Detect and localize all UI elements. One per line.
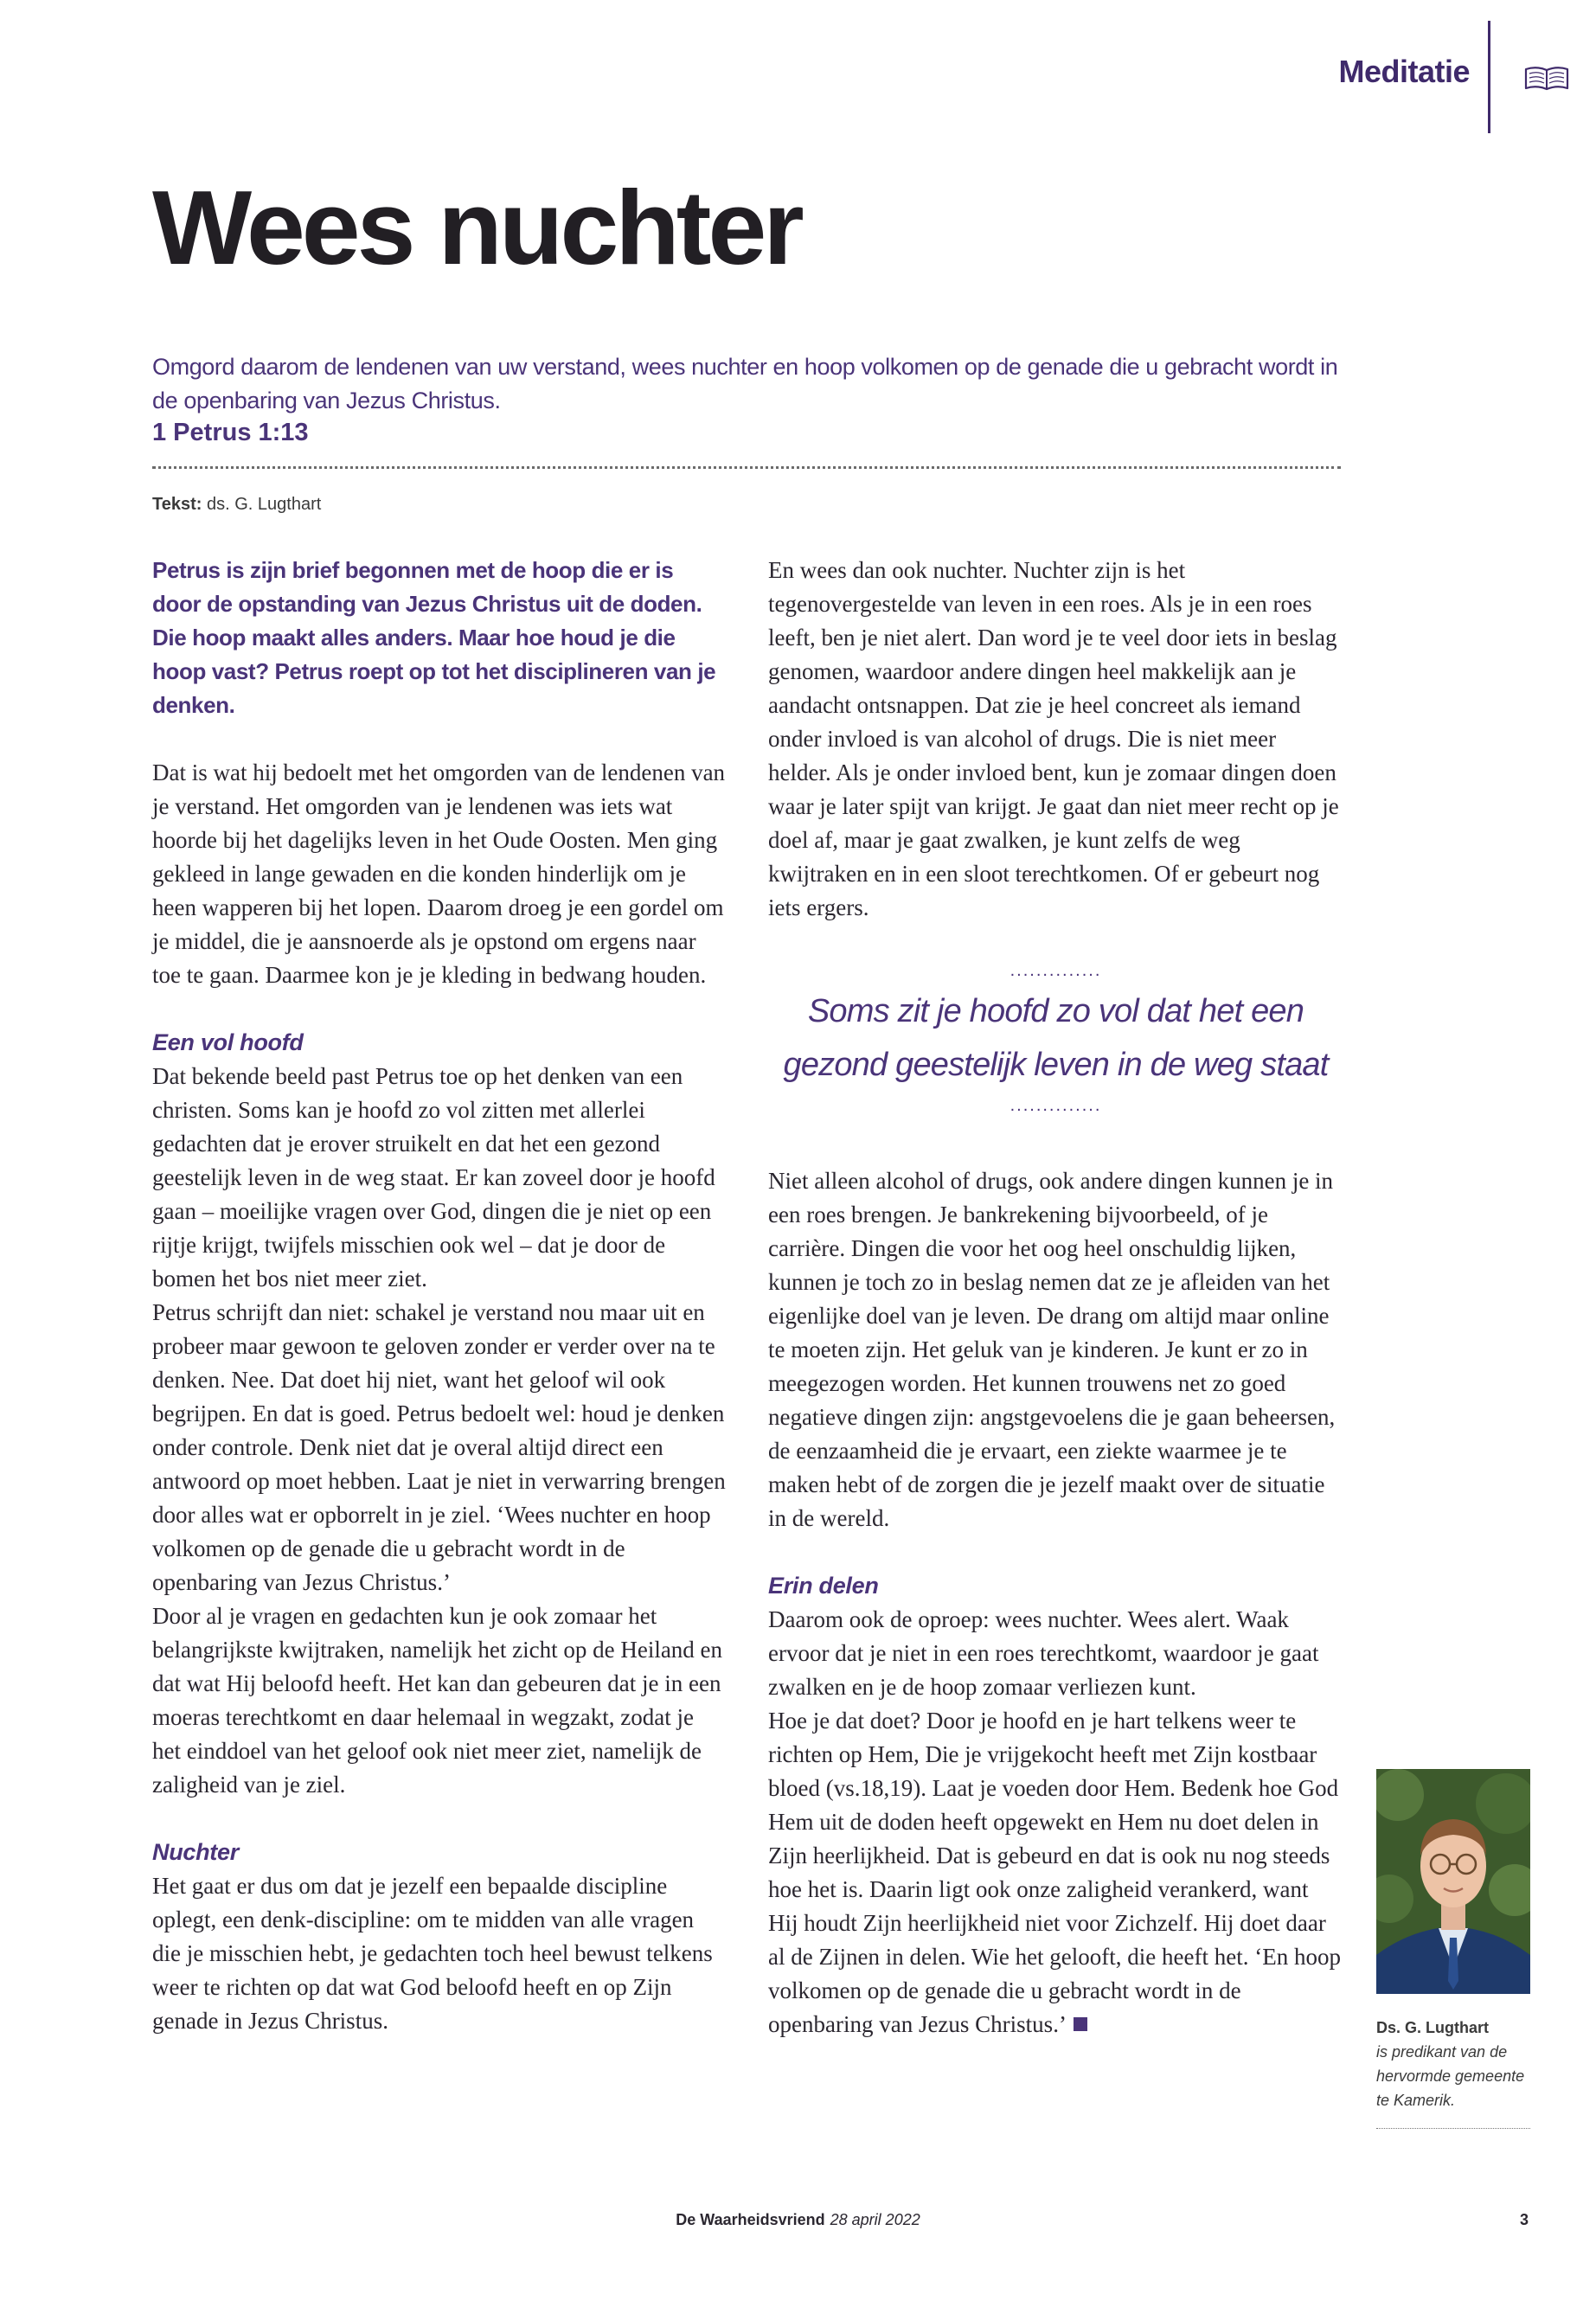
- author-name: ds. G. Lugthart: [206, 495, 322, 514]
- publication-name: De Waarheidsvriend: [676, 2211, 825, 2228]
- dotted-divider: [152, 466, 1341, 469]
- page-footer: [0, 2211, 1596, 2229]
- body-paragraph: [768, 1704, 1343, 2041]
- publication-date: 28 april 2022: [830, 2211, 920, 2228]
- verse-reference: 1 Petrus 1:13: [152, 419, 309, 446]
- pull-quote-line: Soms zit je hoofd zo vol dat het een: [807, 993, 1304, 1029]
- author-photo: [1376, 1769, 1530, 1994]
- subheading: Nuchter: [152, 1839, 239, 1865]
- bible-verse: Omgord daarom de lendenen van uw verstand, wees nuchter en hoop volkomen op de genade die u gebracht wordt in de openbaring van Jezus Christus.: [152, 354, 1338, 413]
- body-paragraph: Dat bekende beeld past Petrus toe op het denken van een christen. Soms kan je hoofd zo vol zitten met allerlei gedachten dat je erover struikelt en dat het een gezond geestelijk leven in de weg staat. Er kan zoveel door je hoofd gaan – moeilijke vragen over God, dingen die je niet op een rijtje krijgt, twijfels misschien ook wel – dat je door de bomen het bos niet meer ziet.: [152, 1063, 715, 1292]
- pull-quote-text: [768, 984, 1343, 1092]
- author-caption: [1376, 2016, 1532, 2112]
- caption-name: Ds. G. Lugthart: [1376, 2019, 1489, 2036]
- author-label: Tekst:: [152, 495, 202, 514]
- lead-paragraph: Petrus is zijn brief begonnen met de hoop die er is door de opstanding van Jezus Christus uit de doden. Die hoop maakt alles anders. Maar hoe houd je die hoop vast? Petrus roept op tot het disciplineren van je denken.: [152, 557, 716, 718]
- body-paragraph: Petrus schrijft dan niet: schakel je verstand nou maar uit en probeer maar gewoon te geloven zonder er verder over na te denken. Nee. Dat doet hij niet, want het geloof wil ook begrijpen. En dat is goed. Petrus bedoelt wel: houd je denken onder controle. Denk niet dat je overal altijd direct een antwoord op moet hebben. Laat je niet in verwarring brengen door alles wat er opborrelt in je ziel. ‘Wees nuchter en hoop volkomen op de genade die u gebracht wordt in de openbaring van Jezus Christus.’: [152, 1299, 726, 1595]
- right-column-top: [768, 554, 1343, 925]
- right-column-bottom: [768, 1164, 1343, 2041]
- pull-quote-dots-bottom: ..............: [1010, 1096, 1102, 1115]
- closing-paragraph-text: Hoe je dat doet? Door je hoofd en je hart telkens weer te richten op Hem, Die je vrijgekocht heeft met Zijn kostbaar bloed (vs.18,19). Laat je voeden door Hem. Bedenk hoe God Hem uit de doden heeft opgewekt en Hem nu doet delen in Zijn heerlijkheid. Dat is gebeurd en dat is ook nu nog steeds hoe het is. Daarin ligt ook onze zaligheid verankerd, want Hij houdt Zijn heerlijkheid niet voor Zichzelf. Hij doet daar al de Zijnen in delen. Wie het gelooft, die heeft het. ‘En hoop volkomen op de genade die u gebracht wordt in de openbaring van Jezus Christus.’: [768, 1708, 1341, 2037]
- caption-divider: [1376, 2128, 1530, 2129]
- end-mark-icon: [1074, 2017, 1087, 2031]
- left-column: [152, 554, 727, 2038]
- pull-quote-line: gezond geestelijk leven in de weg staat: [783, 1047, 1329, 1083]
- article-title: Wees nuchter: [152, 169, 801, 286]
- caption-description: hervormde gemeente: [1376, 2067, 1525, 2085]
- caption-description: te Kamerik.: [1376, 2092, 1456, 2109]
- body-paragraph: Dat is wat hij bedoelt met het omgorden van de lendenen van je verstand. Het omgorden van je lendenen was iets wat hoorde bij het dagelijks leven in het Oude Oosten. Men ging gekleed in lange gewaden en die konden hinderlijk om je heen wapperen bij het lopen. Daarom droeg je een gordel om je middel, die je aansnoerde als je opstond om ergens naar toe te gaan. Daarmee kon je je kleding in bedwang houden.: [152, 760, 726, 988]
- subheading: Erin delen: [768, 1573, 879, 1599]
- section-label: Meditatie: [1338, 54, 1470, 89]
- pull-quote: [768, 962, 1343, 1114]
- subheading: Een vol hoofd: [152, 1029, 304, 1055]
- body-paragraph: En wees dan ook nuchter. Nuchter zijn is het tegenovergestelde van leven in een roes. Als je in een roes leeft, ben je niet alert. Dan word je te veel door iets in beslag genomen, waardoor andere dingen heel makkelijk aan je aandacht ontsnappen. Dat zie je heel concreet als iemand onder invloed is van alcohol of drugs. Die is niet meer helder. Als je onder invloed bent, kun je zomaar dingen doen waar je later spijt van krijgt. Je gaat dan niet meer recht op je doel af, maar je gaat zwalken, je kunt zelfs de weg kwijtraken en in een sloot terechtkomen. Of er gebeurt nog iets ergers.: [768, 557, 1339, 920]
- body-paragraph: Het gaat er dus om dat je jezelf een bepaalde discipline oplegt, een denk-discipline: om te midden van alle vragen die je misschien hebt, je gedachten toch heel bewust telkens weer te richten op dat wat God beloofd heeft en op Zijn genade in Jezus Christus.: [152, 1873, 713, 2034]
- body-paragraph: Niet alleen alcohol of drugs, ook andere dingen kunnen je in een roes brengen. Je bankrekening bijvoorbeeld, of je carrière. Dingen die voor het oog heel onschuldig lijken, kunnen je toch zo in beslag nemen dat ze je afleiden van het eigenlijke doel van je leven. De drang om altijd maar online te moeten zijn. Het geluk van je kinderen. Je kunt er zo in meegezogen worden. Het kunnen trouwens net zo goed negatieve dingen zijn: angstgevoelens die je gaan beheersen, de eenzaamheid die je ervaart, een ziekte waarmee je te maken hebt of de zorgen die je jezelf maakt over de situatie in de wereld.: [768, 1168, 1336, 1531]
- caption-description: is predikant van de: [1376, 2043, 1508, 2061]
- header-divider: [1488, 21, 1490, 133]
- author-line: [152, 495, 321, 515]
- pull-quote-dots-top: ..............: [1010, 961, 1102, 980]
- body-paragraph: Daarom ook de oproep: wees nuchter. Wees alert. Waak ervoor dat je niet in een roes terechtkomt, waardoor je gaat zwalken en je de hoop zomaar verliezen kunt.: [768, 1606, 1319, 1700]
- open-book-icon: [1522, 62, 1571, 93]
- page-number: 3: [1520, 2211, 1529, 2228]
- body-paragraph: Door al je vragen en gedachten kun je ook zomaar het belangrijkste kwijtraken, namelijk het zicht op de Heiland en dat wat Hij beloofd heeft. Het kan dan gebeuren dat je in een moeras terechtkomt en daar helemaal in wegzakt, zodat je het einddoel van het geloof ook niet meer ziet, namelijk de zaligheid van je ziel.: [152, 1603, 723, 1798]
